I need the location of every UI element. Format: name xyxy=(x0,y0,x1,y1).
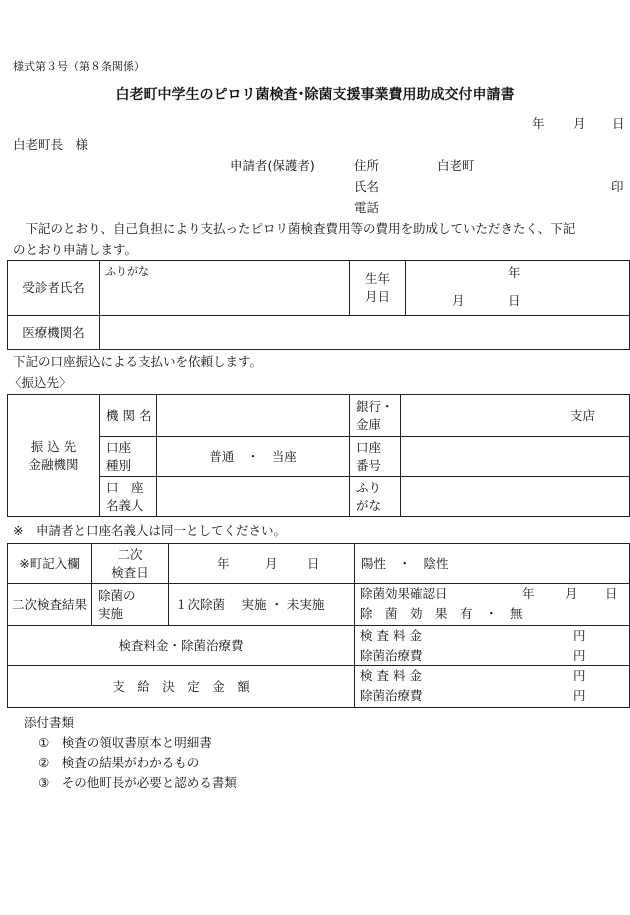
confirm-year-label: 年 xyxy=(522,586,535,601)
bank-type-label: 銀行・ 金庫 xyxy=(350,395,401,437)
attachment-item xyxy=(38,773,237,791)
seal-label: 印 xyxy=(611,179,624,194)
account-type-label: 口座 種別 xyxy=(100,437,157,477)
account-holder-label: 口 座 名義人 xyxy=(100,477,157,517)
phone-label: 電話 xyxy=(354,200,380,215)
account-holder-field[interactable] xyxy=(157,477,350,517)
form-number: 様式第３号（第８条関係） xyxy=(13,60,145,73)
confirm-month-label: 月 xyxy=(565,586,578,601)
intro-line-1: 下記のとおり、自己負担により支払ったピロリ菌検査費用等の費用を助成していただきたく、下記 xyxy=(13,221,576,236)
intro-line-2: のとおり申請します。 xyxy=(13,242,138,257)
second-exam-date-field[interactable] xyxy=(169,544,355,584)
transfer-note: 下記の口座振込による支払いを依頼します。 xyxy=(13,354,263,369)
exam-year-label: 年 xyxy=(217,556,230,571)
decision-treatment-fee-yen: 円 xyxy=(573,688,586,703)
holder-kana-label: ふり がな xyxy=(350,477,401,517)
eradication-label: 除菌の 実施 xyxy=(92,584,169,626)
treatment-fee-yen: 円 xyxy=(573,648,586,663)
attachment-number: ③ xyxy=(38,775,50,790)
account-number-label: 口座 番号 xyxy=(350,437,401,477)
exam-day-label: 日 xyxy=(307,556,320,571)
second-exam-date-label: 二次 検査日 xyxy=(92,544,169,584)
examinee-name-field[interactable] xyxy=(100,261,350,316)
branch-label: 支店 xyxy=(569,408,595,423)
exam-month-label: 月 xyxy=(265,556,278,571)
examinee-name-label: 受診者氏名 xyxy=(8,261,100,316)
account-number-field[interactable] xyxy=(401,437,630,477)
second-result-label: 二次検査結果 xyxy=(8,584,92,626)
decision-treatment-fee-label: 除菌治療費 xyxy=(360,688,423,703)
decision-exam-fee-yen: 円 xyxy=(573,668,586,683)
name-label: 氏名 xyxy=(354,179,380,194)
patient-table xyxy=(7,260,630,350)
institution-label: 医療機関名 xyxy=(8,316,100,350)
account-type-options[interactable]: 普通 ・ 当座 xyxy=(157,437,350,477)
addressee: 白老町長 様 xyxy=(13,137,89,152)
decision-amount-label: 支 給 決 定 金 額 xyxy=(8,666,355,708)
decision-exam-fee-label: 検 査 料 金 xyxy=(360,668,422,683)
birthdate-field[interactable] xyxy=(406,261,630,316)
exam-fee-label: 検 査 料 金 xyxy=(360,628,422,643)
bank-label: 振 込 先 金融機関 xyxy=(8,395,100,517)
first-eradication-options[interactable]: １次除菌 実施 ・ 未実施 xyxy=(169,584,355,626)
confirm-date-label: 除菌効果確認日 xyxy=(360,586,448,601)
attachment-text: その他町長が必要と認める書類 xyxy=(61,775,237,790)
town-use-table xyxy=(7,543,630,708)
eradication-confirm-field[interactable] xyxy=(355,584,630,626)
date-day-label: 日 xyxy=(612,116,625,131)
birth-day-label: 日 xyxy=(508,293,521,308)
attachment-item xyxy=(38,733,212,751)
branch-field[interactable] xyxy=(401,395,630,437)
org-name-field[interactable] xyxy=(157,395,350,437)
birth-month-label: 月 xyxy=(452,293,465,308)
positive-negative-options[interactable]: 陽性 ・ 陰性 xyxy=(355,544,630,584)
institution-field[interactable] xyxy=(100,316,630,350)
furigana-label: ふりがな xyxy=(105,265,149,278)
attachments-heading: 添付書類 xyxy=(24,715,75,730)
fee-field[interactable] xyxy=(355,626,630,666)
attachment-text: 検査の結果がわかるもの xyxy=(61,755,200,770)
date-year-label: 年 xyxy=(532,116,545,131)
holder-note: ※ 申請者と口座名義人は同一としてください。 xyxy=(13,523,286,538)
exam-fee-yen: 円 xyxy=(573,628,586,643)
birth-year-label: 年 xyxy=(508,265,521,280)
address-label: 住所 xyxy=(354,158,380,173)
page-title: 白老町中学生のピロリ菌検査･除菌支援事業費用助成交付申請書 xyxy=(115,87,515,103)
date-month-label: 月 xyxy=(573,116,586,131)
attachment-text: 検査の領収書原本と明細書 xyxy=(61,735,212,750)
town-use-label: ※町記入欄 xyxy=(8,544,92,584)
attachment-number: ① xyxy=(38,735,50,750)
attachment-number: ② xyxy=(38,755,50,770)
address-value: 白老町 xyxy=(437,158,475,173)
holder-kana-field[interactable] xyxy=(401,477,630,517)
eradication-effect-options[interactable]: 除 菌 効 果 有 ・ 無 xyxy=(360,606,523,621)
org-name-label: 機 関 名 xyxy=(100,395,157,437)
transfer-destination: 〈振込先〉 xyxy=(9,375,72,390)
birthdate-label: 生年 月日 xyxy=(350,261,406,316)
bank-table xyxy=(7,394,630,517)
attachment-item xyxy=(38,753,199,771)
decision-amount-field[interactable] xyxy=(355,666,630,708)
treatment-fee-label: 除菌治療費 xyxy=(360,648,423,663)
fee-label: 検査料金・除菌治療費 xyxy=(8,626,355,666)
applicant-label: 申請者(保護者) xyxy=(230,158,315,173)
confirm-day-label: 日 xyxy=(605,586,618,601)
